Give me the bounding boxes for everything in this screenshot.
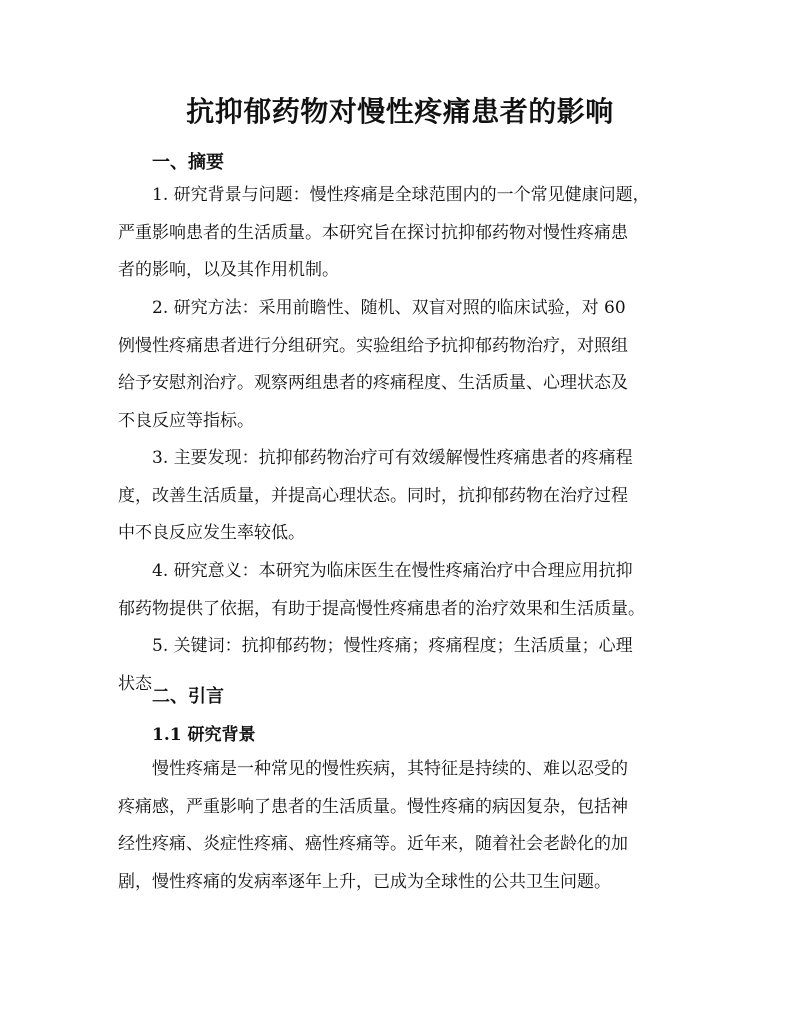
- abstract-paragraph-2: [118, 290, 688, 440]
- text-line: 经性疼痛、炎症性疼痛、癌性疼痛等。近年来，随着社会老龄化的加: [118, 834, 628, 854]
- text-line: 郁药物提供了依据，有助于提高慢性疼痛患者的治疗效果和生活质量。: [118, 598, 645, 619]
- text-line: 不良反应等指标。: [118, 410, 254, 431]
- document-title: 抗抑郁药物对慢性疼痛患者的影响: [186, 95, 614, 128]
- abstract-paragraph-3: [118, 440, 688, 553]
- text-line: 疼痛感，严重影响了患者的生活质量。慢性疼痛的病因复杂，包括神: [118, 796, 628, 817]
- text-line: 剧，慢性疼痛的发病率逐年上升，已成为全球性的公共卫生问题。: [118, 871, 611, 892]
- text-line: 2. 研究方法：采用前瞻性、随机、双盲对照的临床试验，对 60: [152, 298, 626, 318]
- text-line: 1. 研究背景与问题：慢性疼痛是全球范围内的一个常见健康问题，: [152, 185, 650, 205]
- section-heading-abstract: 一、摘要: [152, 152, 224, 173]
- subsection-heading-background: 1.1 研究背景: [152, 725, 256, 745]
- section-heading-introduction: 二、引言: [152, 686, 224, 707]
- text-line: 慢性疼痛是一种常见的慢性疾病，其特征是持续的、难以忍受的: [152, 759, 628, 779]
- text-line: 3. 主要发现：抗抑郁药物治疗可有效缓解慢性疼痛患者的疼痛程: [152, 448, 633, 468]
- text-line: 者的影响，以及其作用机制。: [118, 260, 339, 280]
- abstract-paragraph-4: [118, 553, 688, 628]
- text-line: 4. 研究意义：本研究为临床医生在慢性疼痛治疗中合理应用抗抑: [152, 561, 633, 581]
- text-line: 中不良反应发生率较低。: [118, 523, 305, 543]
- text-line: 例慢性疼痛患者进行分组研究。实验组给予抗抑郁药物治疗，对照组: [118, 335, 628, 356]
- text-line: 5. 关键词：抗抑郁药物；慢性疼痛；疼痛程度；生活质量；心理: [152, 636, 633, 656]
- text-line: 严重影响患者的生活质量。本研究旨在探讨抗抑郁药物对慢性疼痛患: [118, 222, 628, 243]
- introduction-paragraph-1: [118, 751, 688, 901]
- text-line: 度，改善生活质量，并提高心理状态。同时，抗抑郁药物在治疗过程: [118, 485, 628, 506]
- text-line: 状态: [118, 673, 152, 694]
- text-line: 给予安慰剂治疗。观察两组患者的疼痛程度、生活质量、心理状态及: [118, 373, 628, 393]
- abstract-paragraph-1: [118, 177, 688, 290]
